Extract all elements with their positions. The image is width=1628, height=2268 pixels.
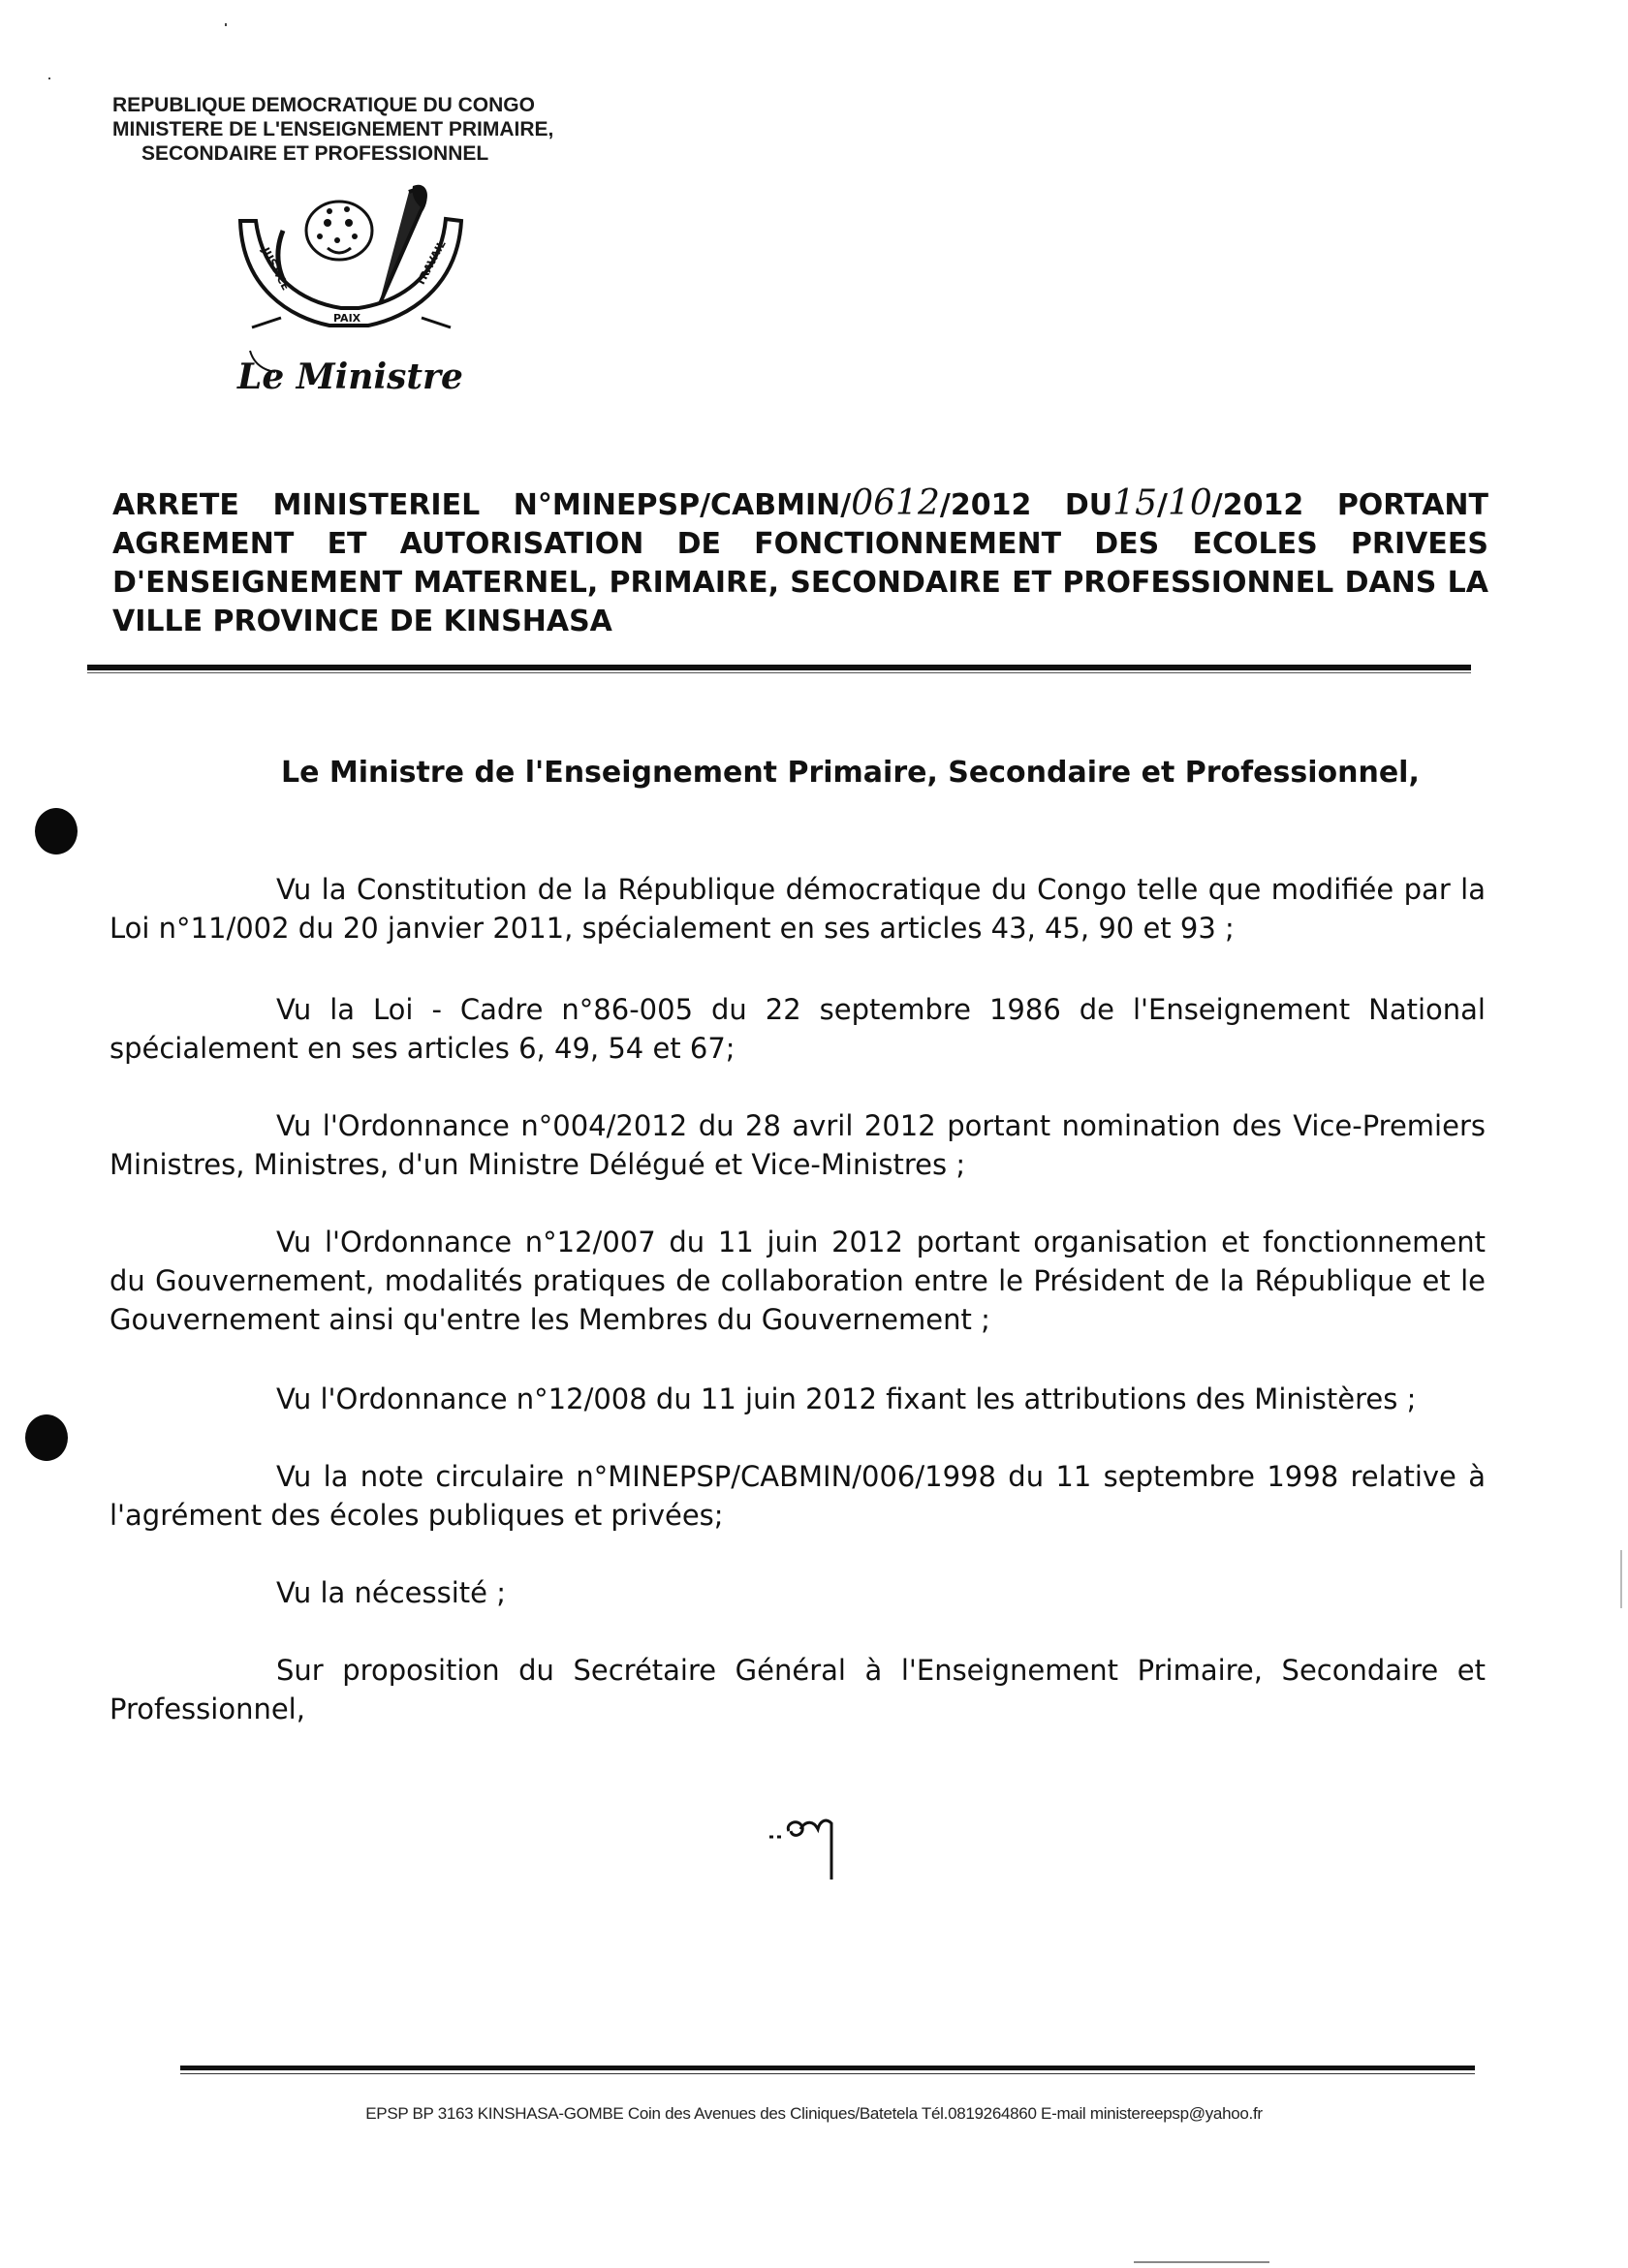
handwritten-day: 15 xyxy=(1112,483,1157,523)
motto-travail: TRAVAIL xyxy=(414,238,449,289)
title-date-separator: / xyxy=(1156,488,1168,522)
motto-paix: PAIX xyxy=(333,312,361,325)
punch-hole-top xyxy=(35,808,78,854)
handwritten-initials xyxy=(764,1802,841,1889)
punch-hole-bottom xyxy=(25,1414,68,1461)
letterhead-ministry: MINISTERE DE L'ENSEIGNEMENT PRIMAIRE, xyxy=(112,118,554,140)
recital-paragraph-8: Sur proposition du Secrétaire Général à l'Enseignement Primaire, Secondaire et Professionnel, xyxy=(110,1654,1486,1725)
recital-paragraph-2: Vu la Loi - Cadre n°86-005 du 22 septembre 1986 de l'Enseignement National spécialement en ses articles 6, 49, 54 et 67; xyxy=(110,993,1486,1065)
title-part-3: /2012 PORTANT AGREMENT ET AUTORISATION DE FONCTIONNEMENT DES ECOLES PRIVEES D'ENSEIGNEMENT MATERNEL, PRIMAIRE, SECONDAIRE ET PROFESSIONNEL DANS LA VILLE PROVINCE DE KINSHASA xyxy=(112,488,1488,638)
title-divider-thin xyxy=(87,672,1471,673)
coat-of-arms-emblem xyxy=(233,172,470,376)
recital-paragraph-7: Vu la nécessité ; xyxy=(276,1576,506,1609)
minister-heading: Le Ministre de l'Enseignement Primaire, Secondaire et Professionnel, xyxy=(281,756,1420,790)
recital-paragraph-5: Vu l'Ordonnance n°12/008 du 11 juin 2012 fixant les attributions des Ministères ; xyxy=(276,1383,1417,1415)
title-divider xyxy=(87,665,1471,670)
recital-paragraph-4: Vu l'Ordonnance n°12/007 du 11 juin 2012 portant organisation et fonctionnement du Gouvernement, modalités pratiques de collaboration entre le Président de la République et le Gouvernement ainsi qu'entre les Membres du Gouvernement ; xyxy=(110,1226,1486,1336)
motto-justice: JUSTICE xyxy=(259,245,293,293)
title-part-1: ARRETE MINISTERIEL N°MINEPSP/CABMIN/ xyxy=(112,488,852,522)
footer-divider-thin xyxy=(180,2073,1475,2074)
letterhead xyxy=(112,93,553,166)
recital-paragraph-6: Vu la note circulaire n°MINEPSP/CABMIN/006/1998 du 11 septembre 1998 relative à l'agrément des écoles publiques et privées; xyxy=(110,1460,1486,1532)
letterhead-country: REPUBLIQUE DEMOCRATIQUE DU CONGO xyxy=(112,94,535,116)
handwritten-month: 10 xyxy=(1167,483,1212,523)
scan-speck xyxy=(1620,1550,1622,1608)
footer-divider xyxy=(180,2066,1475,2070)
minister-signature-line: Le Ministre xyxy=(237,357,463,397)
scan-speck xyxy=(48,78,50,79)
letterhead-ministry-cont: SECONDAIRE ET PROFESSIONNEL xyxy=(141,142,489,165)
title-part-2: /2012 DU xyxy=(939,488,1113,522)
scan-speck xyxy=(1134,2261,1269,2263)
recital-paragraph-1: Vu la Constitution de la République démocratique du Congo telle que modifiée par la Loi n°11/002 du 20 janvier 2011, spécialement en ses articles 43, 45, 90 et 93 ; xyxy=(110,873,1486,945)
footer-contact: EPSP BP 3163 KINSHASA-GOMBE Coin des Avenues des Cliniques/Batetela Tél.0819264860 E-mail ministereepsp@yahoo.fr xyxy=(365,2104,1263,2123)
decree-title xyxy=(112,484,1488,641)
scan-speck xyxy=(225,23,227,26)
recital-paragraph-3: Vu l'Ordonnance n°004/2012 du 28 avril 2012 portant nomination des Vice-Premiers Ministres, Ministres, d'un Ministre Délégué et Vice-Ministres ; xyxy=(110,1109,1486,1181)
handwritten-decree-number: 0612 xyxy=(851,483,940,523)
